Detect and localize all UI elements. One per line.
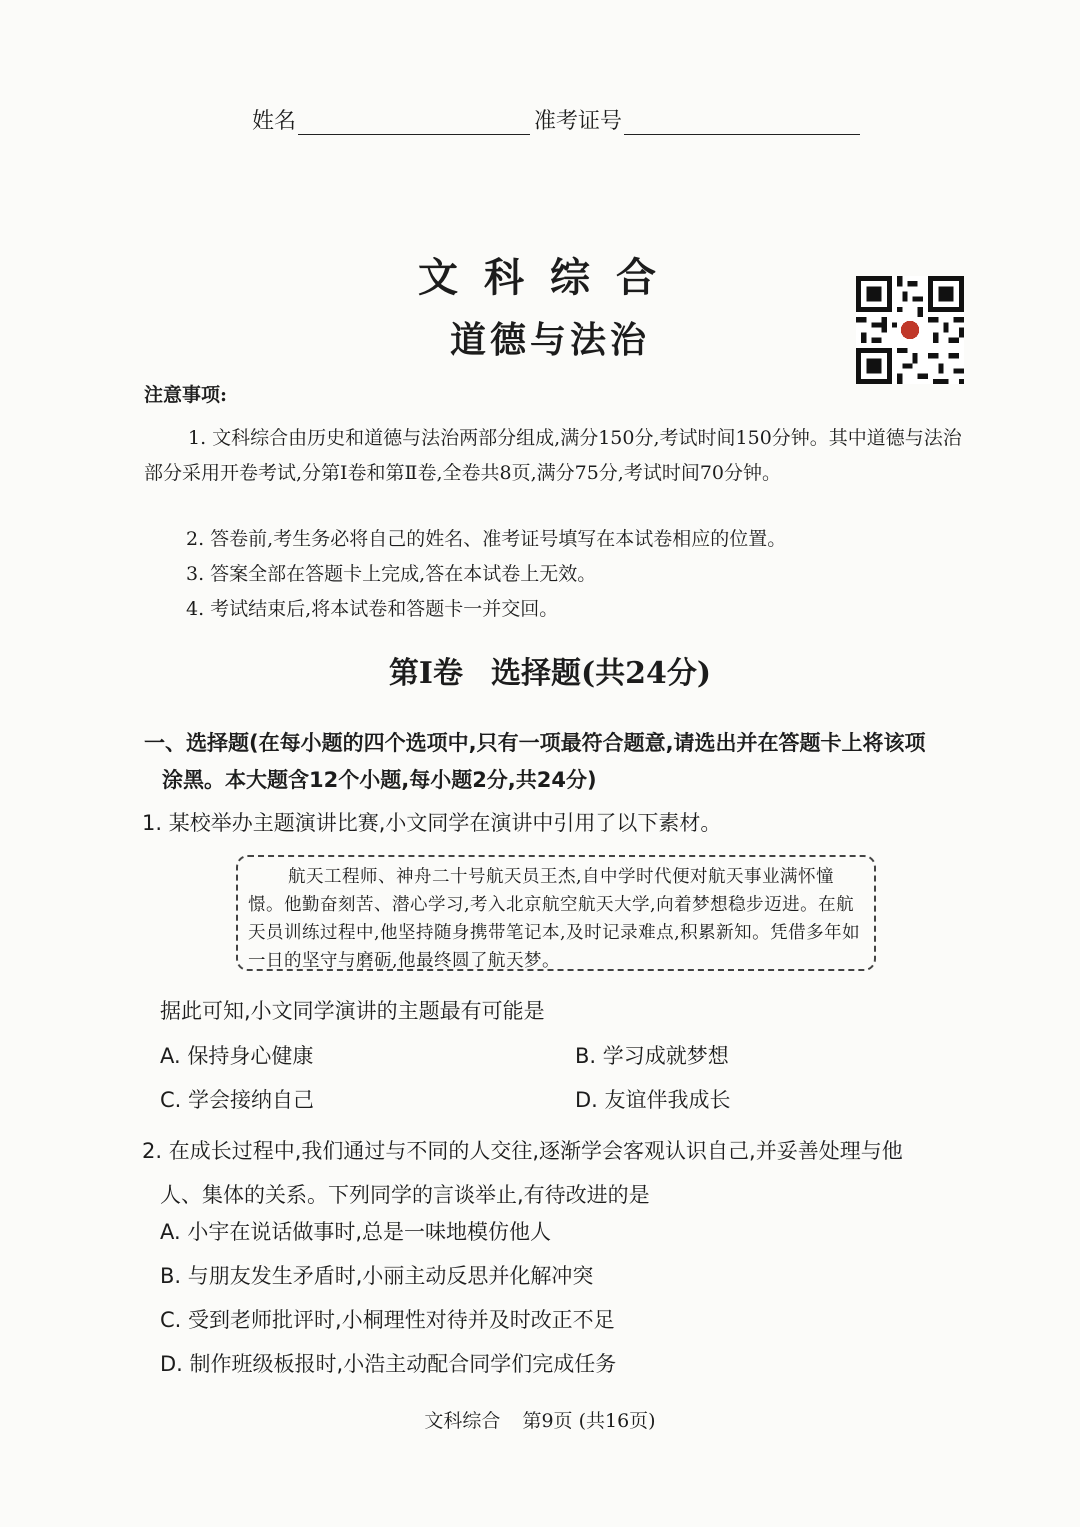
exam-id-label: 准考证号 [534,109,623,134]
question-2-option-b: B. 与朋友发生矛盾时,小丽主动反思并化解冲突 [160,1264,594,1288]
question-1-option-c: C. 学会接纳自己 [160,1088,315,1112]
name-blank-line [298,108,530,135]
notice-heading: 注意事项: [144,384,228,406]
question-2-option-a: A. 小宇在说话做事时,总是一味地模仿他人 [160,1220,552,1244]
exam-id-blank-line [624,108,860,135]
question-1-sub-stem: 据此可知,小文同学演讲的主题最有可能是 [160,999,545,1023]
question-2-option-c: C. 受到老师批评时,小桐理性对待并及时改正不足 [160,1308,615,1332]
exam-title: 文科综合 [418,254,682,301]
question-2-stem [142,1129,982,1217]
question-1-material-box [236,855,876,971]
exam-header [252,104,860,135]
instructions-line-2: 涂黑。本大题含12个小题,每小题2分,共24分) [162,768,597,792]
question-1-stem: 1. 某校举办主题演讲比赛,小文同学在演讲中引用了以下素材。 [142,811,722,835]
question-2-stem-line-2: 人、集体的关系。下列同学的言谈举止,有待改进的是 [160,1183,650,1207]
section-heading [0,648,1080,692]
page-footer [0,1406,1080,1433]
section-part: 第Ⅰ卷 [388,656,463,691]
question-2-stem-line-1: 2. 在成长过程中,我们通过与不同的人交往,逐渐学会客观认识自己,并妥善处理与他 [142,1139,903,1163]
question-1-option-b: B. 学习成就梦想 [575,1044,729,1068]
question-1-option-a: A. 保持身心健康 [160,1044,314,1068]
notice-item-1: 1. 文科综合由历史和道德与法治两部分组成,满分150分,考试时间150分钟。其中道德与法治部分采用开卷考试,分第Ⅰ卷和第Ⅱ卷,全卷共8页,满分75分,考试时间70分钟。 [144,427,962,484]
question-2-option-d: D. 制作班级板报时,小浩主动配合同学们完成任务 [160,1352,617,1376]
question-1-material: 航天工程师、神舟二十号航天员王杰,自中学时代便对航天事业满怀憧憬。他勤奋刻苦、潜心学习,考入北京航空航天大学,向着梦想稳步迈进。在航天员训练过程中,他坚持随身携带笔记本,及时记录难点,积累新知。凭借多年如一日的坚守与磨砺,他最终圆了航天梦。 [248,867,861,971]
qr-code-icon [856,276,964,384]
notice-item-3: 3. 答案全部在答题卡上完成,答在本试卷上无效。 [186,563,597,585]
notice-item-4: 4. 考试结束后,将本试卷和答题卡一并交回。 [186,598,559,620]
section-name: 选择题(共24分) [490,656,712,691]
instructions-line-1: 一、选择题(在每小题的四个选项中,只有一项最符合题意,请选出并在答题卡上将该项 [144,731,926,755]
name-label: 姓名 [252,109,297,134]
footer-page-number: 第9页 (共16页) [522,1410,656,1432]
footer-subject: 文科综合 [424,1410,501,1432]
exam-subtitle: 道德与法治 [449,319,650,361]
notice-item-2: 2. 答卷前,考生务必将自己的姓名、准考证号填写在本试卷相应的位置。 [186,528,787,550]
question-1-option-d: D. 友谊伴我成长 [575,1088,731,1112]
